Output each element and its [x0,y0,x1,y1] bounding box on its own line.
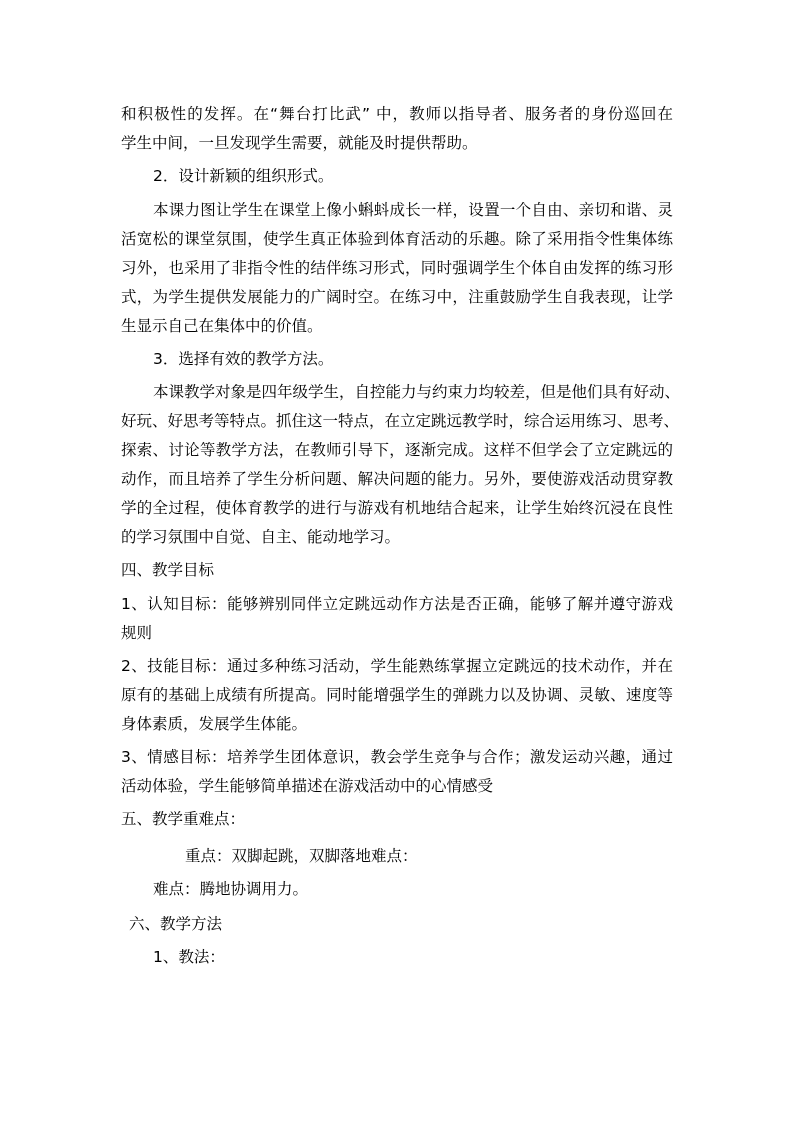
paragraph-line: 动作，而且培养了学生分析问题、解决问题的能力。另外，要使游戏活动贯穿教 [121,470,673,488]
paragraph-line: 活宽松的课堂氛围，使学生真正体验到体育活动的乐趣。除了采用指令性集体练 [121,230,673,248]
paragraph-line: 和积极性的发挥。在“舞台打比武” 中，教师以指导者、服务者的身份巡回在 [121,105,673,123]
section-heading: 五、教学重难点： [121,810,246,828]
paragraph-line: 原有的基础上成绩有所提高。同时能增强学生的弹跳力以及协调、灵敏、速度等 [121,686,673,704]
paragraph-line: 生显示自己在集体中的价值。 [121,317,323,335]
paragraph-line: 本课教学对象是四年级学生，自控能力与约束力均较差，但是他们具有好动、 [153,383,681,401]
section-heading: 2．设计新颖的组织形式。 [153,167,334,185]
paragraph-line: 探索、讨论等教学方法，在教师引导下，逐渐完成。这样不但学会了立定跳远的 [121,441,673,459]
paragraph-line: 1、教法： [153,948,225,966]
paragraph-line: 身体素质，发展学生体能。 [121,715,308,733]
paragraph-line: 重点：双脚起跳，双脚落地难点： [185,847,418,865]
paragraph-line: 习外，也采用了非指令性的结伴练习形式，同时强调学生个体自由发挥的练习形 [121,259,673,277]
paragraph-line: 活动体验，学生能够简单描述在游戏活动中的心情感受 [121,777,494,795]
section-heading: 六、教学方法 [129,915,223,933]
paragraph-line: 2、技能目标：通过多种练习活动，学生能熟练掌握立定跳远的技术动作，并在 [121,657,673,675]
section-heading: 四、教学目标 [121,561,215,579]
paragraph-line: 规则 [121,624,153,642]
paragraph-line: 难点：腾地协调用力。 [153,880,309,898]
section-heading: 3．选择有效的教学方法。 [153,350,334,368]
paragraph-line: 式，为学生提供发展能力的广阔时空。在练习中，注重鼓励学生自我表现，让学 [121,288,673,306]
paragraph-line: 的学习氛围中自觉、自主、能动地学习。 [121,528,401,546]
paragraph-line: 3、情感目标：培养学生团体意识，教会学生竞争与合作；激发运动兴趣，通过 [121,748,673,766]
paragraph-line: 好玩、好思考等特点。抓住这一特点，在立定跳远教学时，综合运用练习、思考、 [121,412,680,430]
paragraph-line: 本课力图让学生在课堂上像小蝌蚪成长一样，设置一个自由、亲切和谐、灵 [153,201,673,219]
paragraph-line: 1、认知目标：能够辨别同伴立定跳远动作方法是否正确，能够了解并遵守游戏 [121,595,673,613]
paragraph-line: 学生中间，一旦发现学生需要，就能及时提供帮助。 [121,134,478,152]
paragraph-line: 学的全过程，使体育教学的进行与游戏有机地结合起来，让学生始终沉浸在良性 [121,499,673,517]
